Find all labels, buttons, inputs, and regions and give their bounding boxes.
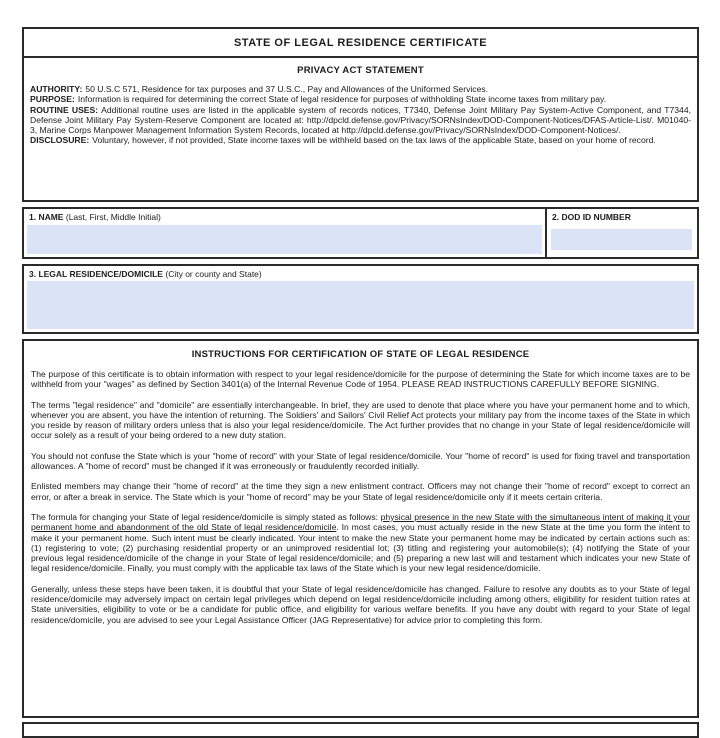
header-box: [22, 27, 699, 202]
form-title: STATE OF LEGAL RESIDENCE CERTIFICATE: [24, 29, 697, 58]
instructions-paragraph-1: The purpose of this certificate is to obtain information with respect to your legal residence/domicile for the purpose of determining the State for which income taxes are to be withheld from your "wages" as defined by Section 3401(a) of the Internal Revenue Code of 1954. PLEASE READ INSTRUCTIONS CAREFULLY BEFORE SIGNING.: [31, 369, 690, 390]
residence-input[interactable]: [27, 281, 694, 329]
instructions-paragraph-3: You should not confuse the State which is your "home of record" with your State of legal residence/domicile. Your "home of record" is used for fixing travel and transportation allowances. A "home of record" must be changed if it was erroneously or fraudulently recorded initially.: [31, 450, 690, 472]
name-dodid-row: [22, 207, 699, 259]
privacy-purpose: [30, 94, 691, 104]
privacy-routine-uses-text: Additional routine uses are listed in the applicable system of records notices, T7340, Defense Joint Military Pay System-Active Component, and T7344, Defense Joint Military Pay System-Reserve Component are located at: http://dpcld.defense.gov/Privacy/SORNsIndex/DOD-Component-Notices/DFAS-Article-List/. M01040-3, Marine Corps Manpower Management Information System Records, located at http://dpcld.defense.gov/Privacy/SORNsIndex/DOD-Component-Notices/.: [30, 104, 691, 136]
instructions-paragraph-6: Generally, unless these steps have been taken, it is doubtful that your State of legal residence/domicile has changed. Failure to resolve any doubts as to your State of legal residence/domicile may adversely impact on certain legal privileges which depend on legal residence/domicile including among others, eligibility for resident tuition rates at State universities, eligibility to vote or be a candidate for public office, and eligibility for various welfare benefits. If you have any doubt with regard to your State of legal residence/domicile, you are advised to see your Legal Assistance Officer (JAG Representative) for advice prior to completing this form.: [31, 583, 690, 625]
dod-id-field-cell: [547, 209, 697, 257]
name-field-label: [29, 212, 540, 223]
instructions-paragraph-4: Enlisted members may change their "home of record" at the time they sign a new enlistment contract. Officers may not change their "home of record" except to correct an error, or after a break in service. The State which is your "home of record" may be your State of legal residence/domicile only if it meets certain criteria.: [31, 481, 690, 502]
name-field-cell: [24, 209, 547, 257]
privacy-authority-text: 50 U.S.C 571, Residence for tax purposes and 37 U.S.C., Pay and Allowances of the Uniformed Services.: [85, 84, 489, 94]
instructions-paragraph-5-lead: The formula for changing your State of legal residence/domicile is simply stated as follows:: [31, 511, 381, 522]
instructions-paragraph-5-rest: . In most cases, you must actually reside in the new State at the time you form the intent to make it your permanent home. Such intent must be clearly indicated. Your intent to make the new State your permanent home may be indicated by certain actions such as: (1) registering to vote; (2) purchasing residential property or an unimproved residential lot; (3) titling and registering your automobile(s); (4) notifying the State of your previous legal residence/domicile of the change in your State of legal residence/domicile; and (5) preparing a new last will and testament which indicates your new State of legal residence/domicile. Finally, you must comply with the applicable tax laws of the State which is your new legal residence/domicile.: [31, 522, 690, 574]
privacy-statements: [24, 84, 697, 146]
dod-id-input[interactable]: [551, 229, 692, 250]
privacy-disclosure-text: Voluntary, however, if not provided, State income taxes will be withheld based on the tax laws of the applicable State, based on your home of record.: [92, 135, 656, 146]
instructions-paragraph-5: [31, 512, 690, 574]
next-section-box: [22, 722, 699, 738]
name-field-label-number: 1. NAME: [29, 212, 64, 222]
dod-id-field-label: [552, 212, 692, 223]
residence-field-label: [29, 269, 692, 280]
privacy-purpose-text: Information is required for determining the correct State of legal residence for purposes of withholding State income taxes from military pay.: [77, 94, 607, 105]
instructions-heading: INSTRUCTIONS FOR CERTIFICATION OF STATE OF LEGAL RESIDENCE: [191, 349, 530, 360]
privacy-act-heading: PRIVACY ACT STATEMENT: [297, 65, 424, 76]
privacy-authority: [30, 84, 691, 94]
instructions-paragraph-5-underlined: physical presence in the new State with the simultaneous intent of making it your permanent home and abandonment of the old State of legal residence/domicile: [31, 511, 690, 533]
instructions-box: [22, 339, 699, 718]
privacy-routine-uses-label: ROUTINE USES:: [30, 104, 99, 115]
residence-field-label-number: 3. LEGAL RESIDENCE/DOMICILE: [29, 269, 163, 279]
privacy-disclosure: [30, 135, 691, 145]
privacy-disclosure-label: DISCLOSURE:: [30, 135, 90, 146]
name-input[interactable]: [27, 225, 542, 254]
residence-field-cell: [22, 264, 699, 334]
privacy-purpose-label: PURPOSE:: [30, 94, 75, 105]
privacy-routine-uses: [30, 105, 691, 136]
name-field-hint: (Last, First, Middle Initial): [65, 212, 161, 222]
dod-id-field-label-number: 2. DOD ID NUMBER: [552, 212, 631, 222]
residence-field-hint: (City or county and State): [165, 269, 262, 279]
instructions-paragraph-2: The terms "legal residence" and "domicile" are essentially interchangeable. In brief, they are used to denote that place where you have your permanent home and to which, whenever you are absent, you have the intention of returning. The Soldiers' and Sailors' Civil Relief Act protects your military pay from the income taxes of the State in which you reside by reason of military orders unless that is also your legal residence/domicile. The Act further provides that no change in your State of legal residence/domicile will occur solely as a result of your being ordered to a new duty station.: [31, 399, 690, 441]
privacy-authority-label: AUTHORITY:: [30, 84, 83, 94]
